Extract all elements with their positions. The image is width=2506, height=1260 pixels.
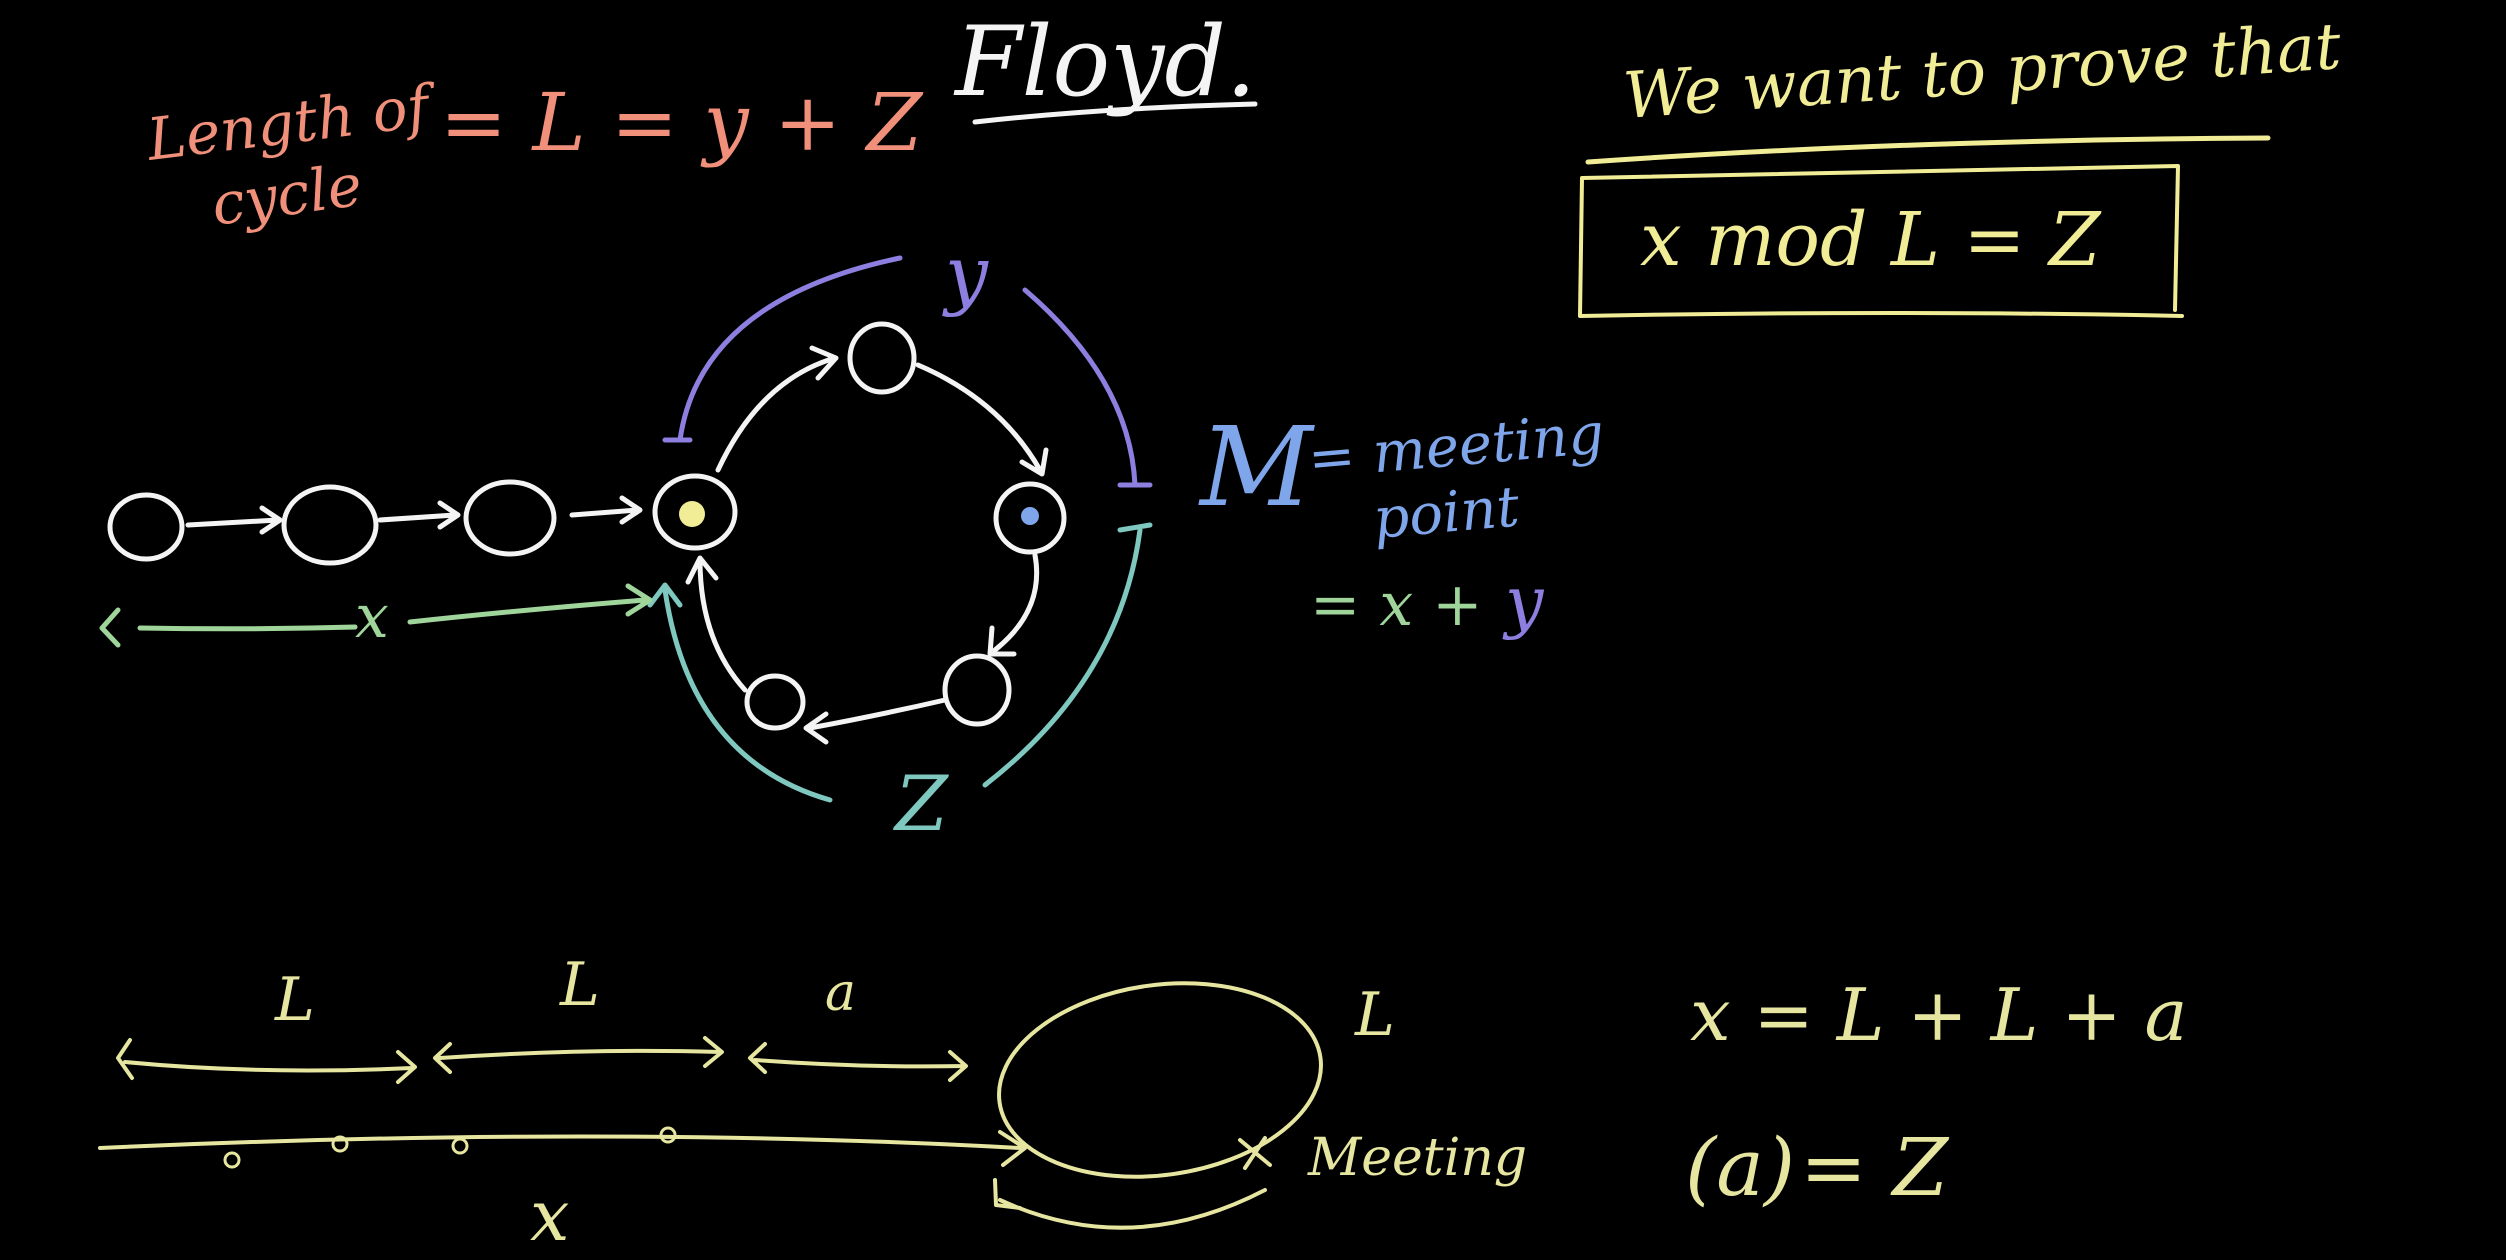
meeting-node-dot — [1021, 507, 1039, 525]
y-bracket-left — [665, 258, 900, 440]
bottom-loop — [986, 963, 1333, 1196]
cycle-diagram — [102, 229, 1607, 848]
tail-node-2 — [284, 487, 376, 563]
tail-tick-3 — [453, 1139, 467, 1153]
equation-2-prefix: (a) — [1685, 1121, 1796, 1214]
tail-node-3 — [466, 482, 554, 554]
goal-heading: We want to prove that — [1620, 9, 2344, 134]
cycle-arrow-top-to-meeting — [918, 365, 1046, 474]
title-floyd: Floyd. — [955, 6, 1257, 118]
segment-span-2 — [435, 1038, 722, 1072]
meeting-equation-prefix: = x + — [1310, 570, 1483, 640]
tail-x-label: x — [530, 1175, 570, 1257]
equation-1: x = L + L + a — [1690, 973, 2188, 1057]
meeting-text-line2: point — [1370, 474, 1522, 552]
meeting-equation-y: y — [1505, 563, 1544, 642]
return-arrow — [995, 1180, 1265, 1228]
cycle-arrow-bottom-left-to-entry — [688, 558, 745, 690]
goal-heading-underline — [1588, 138, 2268, 162]
cycle-arrow-entry-to-top — [718, 348, 836, 470]
tail-arrow-3 — [572, 498, 640, 522]
cycle-length-label-line2: cycle — [207, 150, 367, 239]
tail-arrow-2 — [380, 503, 458, 527]
cycle-node-bottom-left — [747, 676, 803, 728]
meeting-letter: M — [1200, 403, 1313, 531]
y-label: y — [945, 229, 988, 318]
meeting-text-line1: = meeting — [1305, 401, 1607, 492]
bottom-diagram — [100, 950, 1527, 1257]
segment-label-3: a — [825, 963, 857, 1023]
cycle-node-top — [850, 324, 914, 392]
tail-arrow-1 — [188, 508, 280, 532]
cycle-arrow-bottom-right-to-bottom-left — [806, 700, 945, 742]
x-label: x — [355, 582, 389, 652]
tail-tick-1 — [225, 1153, 239, 1167]
cycle-length-group — [142, 71, 923, 239]
z-label: Z — [895, 759, 948, 848]
goal-group — [1580, 10, 2344, 316]
tail-node-1 — [110, 495, 182, 559]
segment-span-1 — [118, 1040, 415, 1082]
cycle-entry-dot — [679, 501, 705, 527]
equation-2-suffix: = Z — [1800, 1121, 1949, 1214]
segment-label-2: L — [560, 950, 600, 1020]
equations-group — [1685, 973, 2187, 1214]
cycle-length-equation: = L = y + Z — [440, 76, 923, 169]
segment-span-3 — [750, 1044, 966, 1080]
segment-label-1: L — [275, 965, 315, 1035]
cycle-node-bottom-right — [945, 656, 1009, 724]
bottom-meeting-label: Meeting — [1308, 1128, 1528, 1188]
cycle-length-label-line1: Length of — [143, 71, 433, 174]
x-span-right — [410, 586, 650, 622]
title-group — [953, 6, 1256, 122]
goal-statement: x mod L = Z — [1640, 197, 2101, 283]
loop-label: L — [1355, 980, 1395, 1050]
cycle-arrow-meeting-to-bottom-right — [990, 555, 1037, 654]
x-span-left — [102, 610, 355, 645]
